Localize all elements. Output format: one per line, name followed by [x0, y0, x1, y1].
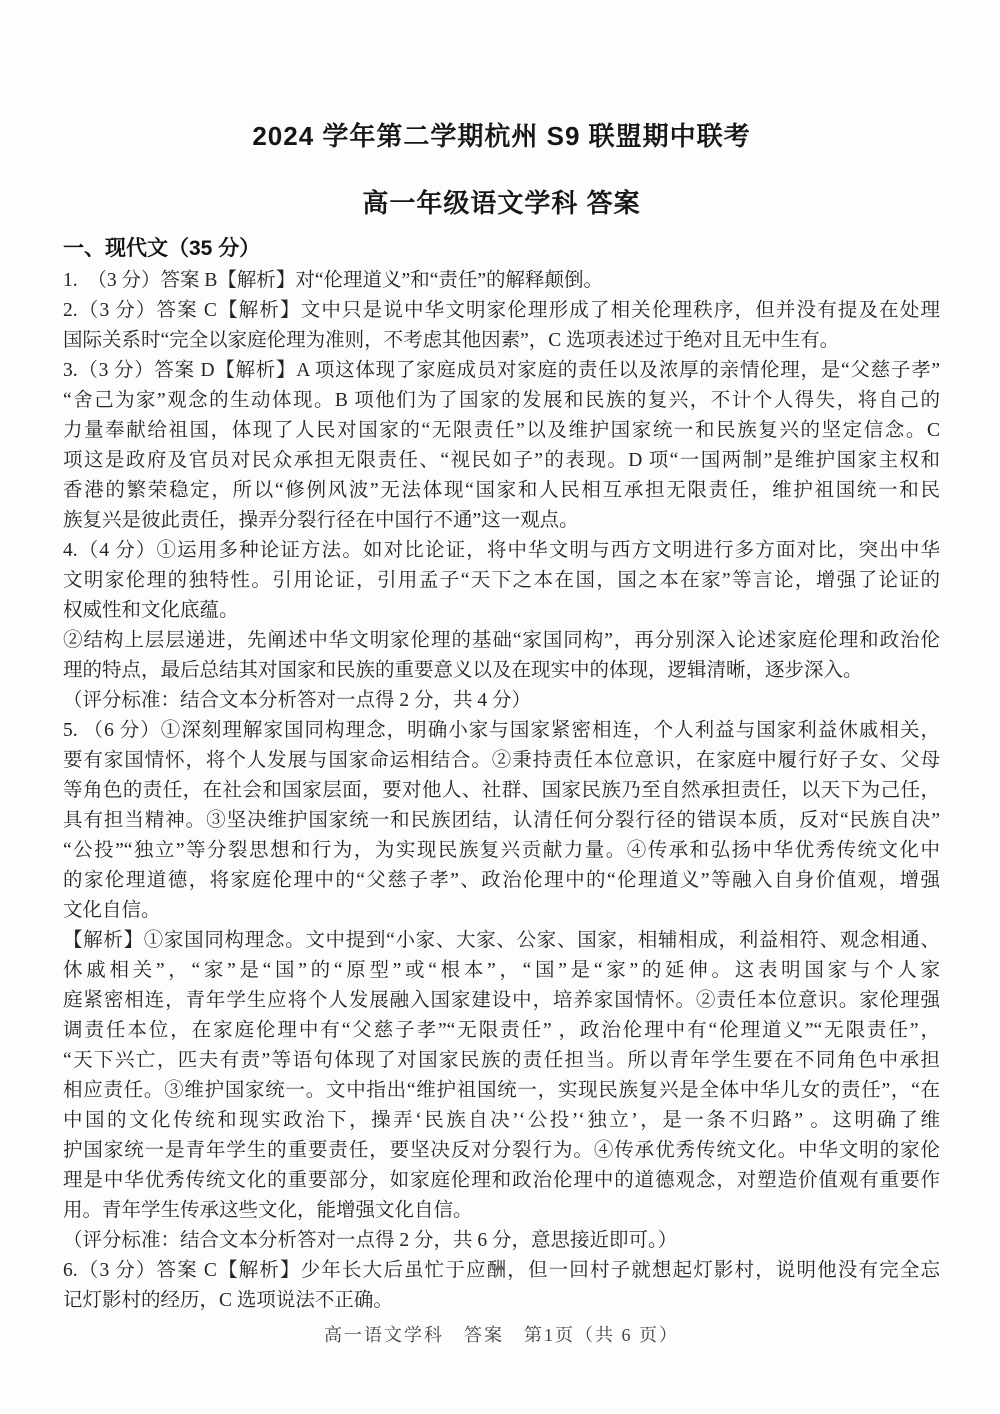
- text-line: 4.（4 分）①运用多种论证方法。如对比论证，将中华文明与西方文明进行多方面对比，突出中华: [63, 540, 940, 561]
- text-line: 1. （3 分）答案 B【解析】对“伦理道义”和“责任”的解释颠倒。: [63, 270, 604, 291]
- text-line: ②结构上层层递进，先阐述中华文明家伦理的基础“家国同构”，再分别深入论述家庭伦理和政治伦: [63, 630, 940, 651]
- document-lines: [63, 266, 940, 1316]
- text-line: 【解析】①家国同构理念。文中提到“小家、大家、公家、国家，相辅相成，利益相符、观念相通、: [63, 930, 940, 951]
- text-line: 3.（3 分）答案 D【解析】A 项这体现了家庭成员对家庭的责任以及浓厚的亲情伦理，是“父慈子孝”: [63, 360, 940, 381]
- text-line: “天下兴亡，匹夫有责”等语句体现了对国家民族的责任担当。所以青年学生要在不同角色中承担: [63, 1050, 940, 1071]
- text-line: 2.（3 分）答案 C【解析】文中只是说中华文明家伦理形成了相关伦理秩序，但并没有提及在处理: [63, 300, 940, 321]
- document-subtitle: 高一年级语文学科 答案: [362, 188, 641, 218]
- text-line: 的家伦理道德，将家庭伦理中的“父慈子孝”、政治伦理中的“伦理道义”等融入自身价值观，增强: [63, 870, 940, 891]
- document-column: [63, 0, 940, 1316]
- text-line: 庭紧密相连，青年学生应将个人发展融入国家建设中，培养家国情怀。②责任本位意识。家伦理强: [63, 990, 940, 1011]
- text-line: 护国家统一是青年学生的重要责任，要坚决反对分裂行为。④传承优秀传统文化。中华文明的家伦: [63, 1140, 940, 1161]
- text-line: 理是中华优秀传统文化的重要部分，如家庭伦理和政治伦理中的道德观念，对塑造价值观有重要作: [63, 1170, 940, 1191]
- text-line: 文明家伦理的独特性。引用论证，引用孟子“天下之本在国，国之本在家”等言论，增强了论证的: [63, 570, 940, 591]
- text-line: 记灯影村的经历，C 选项说法不正确。: [63, 1290, 393, 1311]
- text-line: “公投”“独立”等分裂思想和行为，为实现民族复兴贡献力量。④传承和弘扬中华优秀传统文化中: [63, 840, 940, 861]
- text-line: 要有家国情怀，将个人发展与国家命运相结合。②秉持责任本位意识，在家庭中履行好子女、父母: [63, 750, 940, 771]
- text-line: 用。青年学生传承这些文化，能增强文化自信。: [63, 1200, 473, 1221]
- text-line: 调责任本位，在家庭伦理中有“父慈子孝”“无限责任” ，政治伦理中有“伦理道义”“无限责任”，: [63, 1020, 940, 1041]
- section-heading-modern-text: 一、现代文（35 分）: [63, 237, 261, 260]
- text-line: 项这是政府及官员对民众承担无限责任、“视民如子”的表现。D 项“一国两制”是维护国家主权和: [63, 450, 940, 471]
- page-footer: 高一语文学科 答案 第1页（共 6 页）: [324, 1325, 679, 1345]
- text-line: 中国的文化传统和现实政治下，操弄‘民族自决’‘公投’‘独立’，是一条不归路” 。这明确了维: [63, 1110, 940, 1131]
- text-line: 力量奉献给祖国，体现了人民对国家的“无限责任”以及维护国家统一和民族复兴的坚定信念。C: [63, 420, 940, 441]
- text-line: （评分标准：结合文本分析答对一点得 2 分，共 4 分）: [63, 690, 532, 711]
- text-line: （评分标准：结合文本分析答对一点得 2 分，共 6 分，意思接近即可。）: [63, 1230, 678, 1251]
- text-line: 香港的繁荣稳定，所以“修例风波”无法体现“国家和人民相互承担无限责任，维护祖国统一和民: [63, 480, 940, 501]
- text-line: 文化自信。: [63, 900, 161, 921]
- text-line: 具有担当精神。③坚决维护国家统一和民族团结，认清任何分裂行径的错误本质，反对“民族自决”: [63, 810, 940, 831]
- text-line: “舍己为家”观念的生动体现。B 项他们为了国家的发展和民族的复兴，不计个人得失，将自己的: [63, 390, 940, 411]
- text-line: 6.（3 分）答案 C【解析】少年长大后虽忙于应酬，但一回村子就想起灯影村，说明他没有完全忘: [63, 1260, 940, 1281]
- text-line: 国际关系时“完全以家庭伦理为准则，不考虑其他因素”，C 选项表述过于绝对且无中生有。: [63, 330, 840, 351]
- text-line: 5. （6 分）①深刻理解家国同构理念，明确小家与国家紧密相连，个人利益与国家利益休戚相关，: [63, 720, 940, 741]
- text-line: 权威性和文化底蕴。: [63, 600, 239, 621]
- text-line: 休戚相关”，“家”是“国”的“原型”或“根本”，“国”是“家”的延伸。这表明国家与个人家: [63, 960, 940, 981]
- text-line: 相应责任。③维护国家统一。文中指出“维护祖国统一，实现民族复兴是全体中华儿女的责任”，“在: [63, 1080, 940, 1101]
- text-line: 等角色的责任，在社会和国家层面，要对他人、社群、国家民族乃至自然承担责任，以天下为己任，: [63, 780, 940, 801]
- text-line: 族复兴是彼此责任，操弄分裂行径在中国行不通”这一观点。: [63, 510, 579, 531]
- text-line: 理的特点，最后总结其对国家和民族的重要意义以及在现实中的体现，逻辑清晰，逐步深入。: [63, 660, 863, 681]
- document-title: 2024 学年第二学期杭州 S9 联盟期中联考: [252, 121, 751, 151]
